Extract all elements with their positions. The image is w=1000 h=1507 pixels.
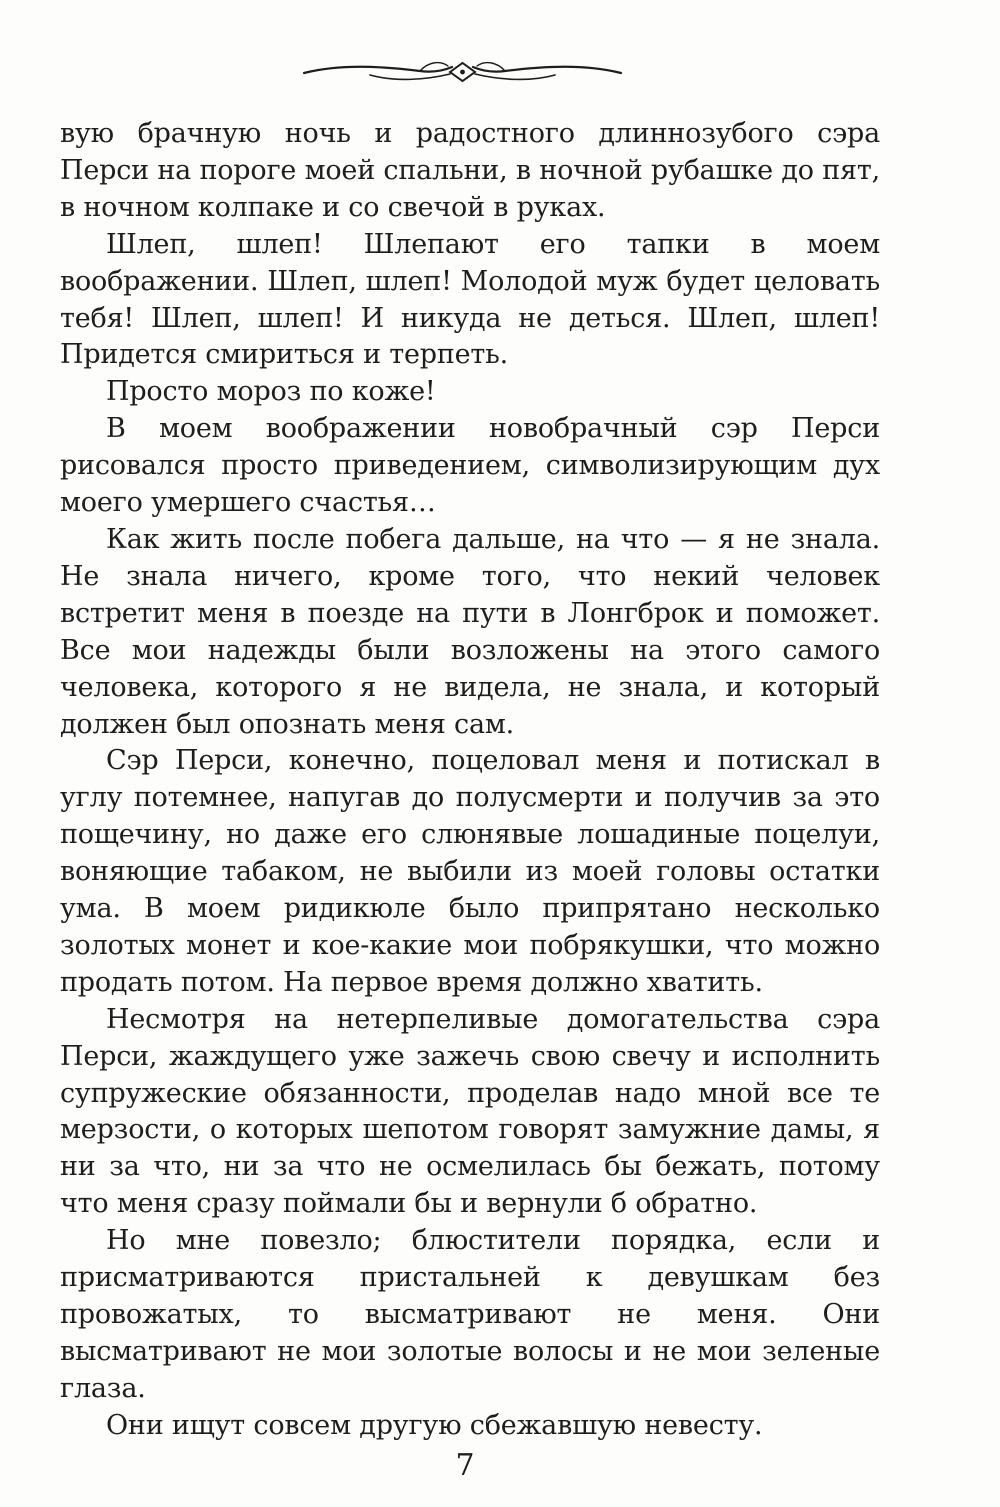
paragraph-9: Они ищут совсем другую сбежавшую невесту. <box>106 1409 763 1441</box>
paragraph-5: Как жить после побега дальше, на что — я не знала. Не знала ничего, кроме того, что некий человек встретит меня в поезде на пути в Лонгброк и поможет. Все мои надежды были возложены на этого самого человека, которого я не видела, не знала, и который должен был опознать меня сам. <box>60 523 880 740</box>
paragraph-1: вую брачную ночь и радостного длиннозубого сэра Перси на пороге моей спальни, в ночной рубашке до пят, в ночном колпаке и со свечой в руках. <box>60 118 880 223</box>
paragraph-7: Несмотря на нетерпеливые домогательства сэра Перси, жаждущего уже зажечь свою свечу и исполнить супружеские обязанности, проделав надо мной все те мерзости, о которых шепотом говорят замужние дамы, я ни за что, ни за что не осмелилась бы бежать, потому что меня сразу поймали бы и вернули б обратно. <box>60 1003 880 1220</box>
paragraph-2: Шлеп, шлеп! Шлепают его тапки в моем воображении. Шлеп, шлеп! Молодой муж будет целовать тебя! Шлеп, шлеп! И никуда не деться. Шлеп, шлеп! Придется смириться и терпеть. <box>60 228 880 371</box>
paragraph-3: Просто мороз по коже! <box>106 376 436 408</box>
paragraph-4: В моем воображении новобрачный сэр Перси рисовался просто приведением, символизирующим дух моего умершего счастья… <box>60 413 880 519</box>
paragraph-8: Но мне повезло; блюстители порядка, если и присматриваются пристальней к девушкам без провожатых, то высматривают не меня. Они высматривают не мои золотые волосы и не мои зеленые глаза. <box>60 1225 880 1404</box>
paragraph-6: Сэр Перси, конечно, поцеловал меня и потискал в углу потемнее, напугав до полусмерти и получив за это пощечину, но даже его слюнявые лошадиные поцелуи, воняющие табаком, не выбили из моей головы остатки ума. В моем ридикюле было припрятано несколько золотых монет и кое-какие мои побрякушки, что можно продать потом. На первое время должно хватить. <box>60 745 880 998</box>
ornament-divider-icon <box>300 54 625 90</box>
body-text <box>60 116 880 1445</box>
page-number: 7 <box>455 1448 475 1483</box>
